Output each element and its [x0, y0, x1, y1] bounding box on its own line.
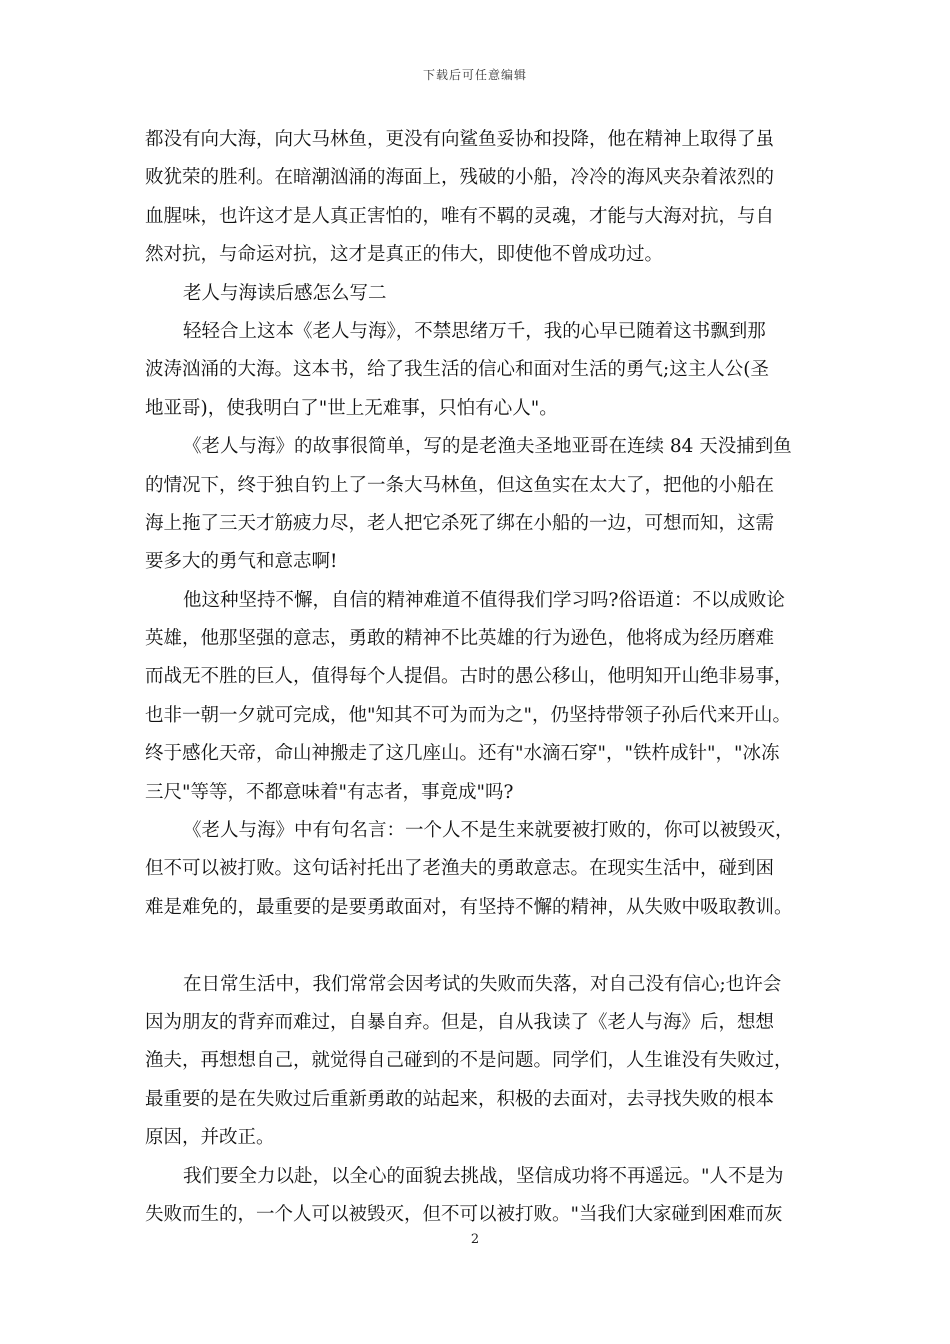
- text-line: 难是难免的，最重要的是要勇敢面对，有坚持不懈的精神，从失败中吸取教训。: [145, 896, 793, 918]
- text-line: 《老人与海》的故事很简单，写的是老渔夫圣地亚哥在连续 84 天没捕到鱼: [183, 436, 792, 458]
- text-line: 我们要全力以赴，以全心的面貌去挑战，坚信成功将不再遥远。"人不是为: [183, 1165, 784, 1187]
- section-heading: 老人与海读后感怎么写二: [183, 282, 387, 304]
- text-line: 三尺"等等，不都意味着"有志者，事竟成"吗?: [145, 781, 514, 803]
- text-line: 终于感化天帝，命山神搬走了这几座山。还有"水滴石穿"，"铁杵成针"，"冰冻: [145, 743, 780, 765]
- text-line: 英雄，他那坚强的意志，勇敢的精神不比英雄的行为逊色，他将成为经历磨难: [145, 628, 775, 650]
- blank-line: [145, 927, 810, 965]
- text-line: 失败而生的，一个人可以被毁灭，但不可以被打败。"当我们大家碰到困难而灰: [145, 1203, 783, 1225]
- text-line: 因为朋友的背弃而难过，自暴自弃。但是，自从我读了《老人与海》后，想想: [145, 1011, 775, 1033]
- text-line: 血腥味，也许这才是人真正害怕的，唯有不羁的灵魂，才能与大海对抗，与自: [145, 205, 775, 227]
- text-line: 他这种坚持不懈，自信的精神难道不值得我们学习吗?俗语道：不以成败论: [183, 589, 785, 611]
- text-line: 败犹荣的胜利。在暗潮汹涌的海面上，残破的小船，冷冷的海风夹杂着浓烈的: [145, 167, 775, 189]
- text-line: 但不可以被打败。这句话衬托出了老渔夫的勇敢意志。在现实生活中，碰到困: [145, 858, 775, 880]
- text-line: 渔夫，再想想自己，就觉得自己碰到的不是问题。同学们，人生谁没有失败过，: [145, 1050, 793, 1072]
- text-line: 原因，并改正。: [145, 1127, 275, 1149]
- text-line: 轻轻合上这本《老人与海》，不禁思绪万千，我的心早已随着这书飘到那: [183, 320, 766, 342]
- text-line: 《老人与海》中有句名言：一个人不是生来就要被打败的，你可以被毁灭，: [183, 820, 794, 842]
- text-line: 在日常生活中，我们常常会因考试的失败而失落，对自己没有信心;也许会: [183, 973, 782, 995]
- text-line: 波涛汹涌的大海。这本书，给了我生活的信心和面对生活的勇气;这主人公(圣: [145, 359, 769, 381]
- text-line: 的情况下，终于独自钓上了一条大马林鱼，但这鱼实在太大了，把他的小船在: [145, 474, 775, 496]
- text-line: 然对抗，与命运对抗，这才是真正的伟大，即使他不曾成功过。: [145, 244, 664, 266]
- document-body: [145, 121, 810, 1234]
- text-line: 海上拖了三天才筋疲力尽，老人把它杀死了绑在小船的一边，可想而知，这需: [145, 512, 775, 534]
- text-line: 地亚哥)，使我明白了"世上无难事，只怕有心人"。: [145, 397, 558, 419]
- text-line: 最重要的是在失败过后重新勇敢的站起来，积极的去面对，去寻找失败的根本: [145, 1088, 775, 1110]
- text-line: 要多大的勇气和意志啊!: [145, 551, 338, 573]
- text-line: 也非一朝一夕就可完成，他"知其不可为而为之"，仍坚持带领子孙后代来开山。: [145, 704, 792, 726]
- text-line: 都没有向大海，向大马林鱼，更没有向鲨鱼妥协和投降，他在精神上取得了虽: [145, 129, 775, 150]
- text-line: 而战无不胜的巨人，值得每个人提倡。古时的愚公移山，他明知开山绝非易事，: [145, 666, 793, 688]
- page-header: 下载后可任意编辑: [422, 68, 527, 82]
- page-number: 2: [470, 1232, 480, 1247]
